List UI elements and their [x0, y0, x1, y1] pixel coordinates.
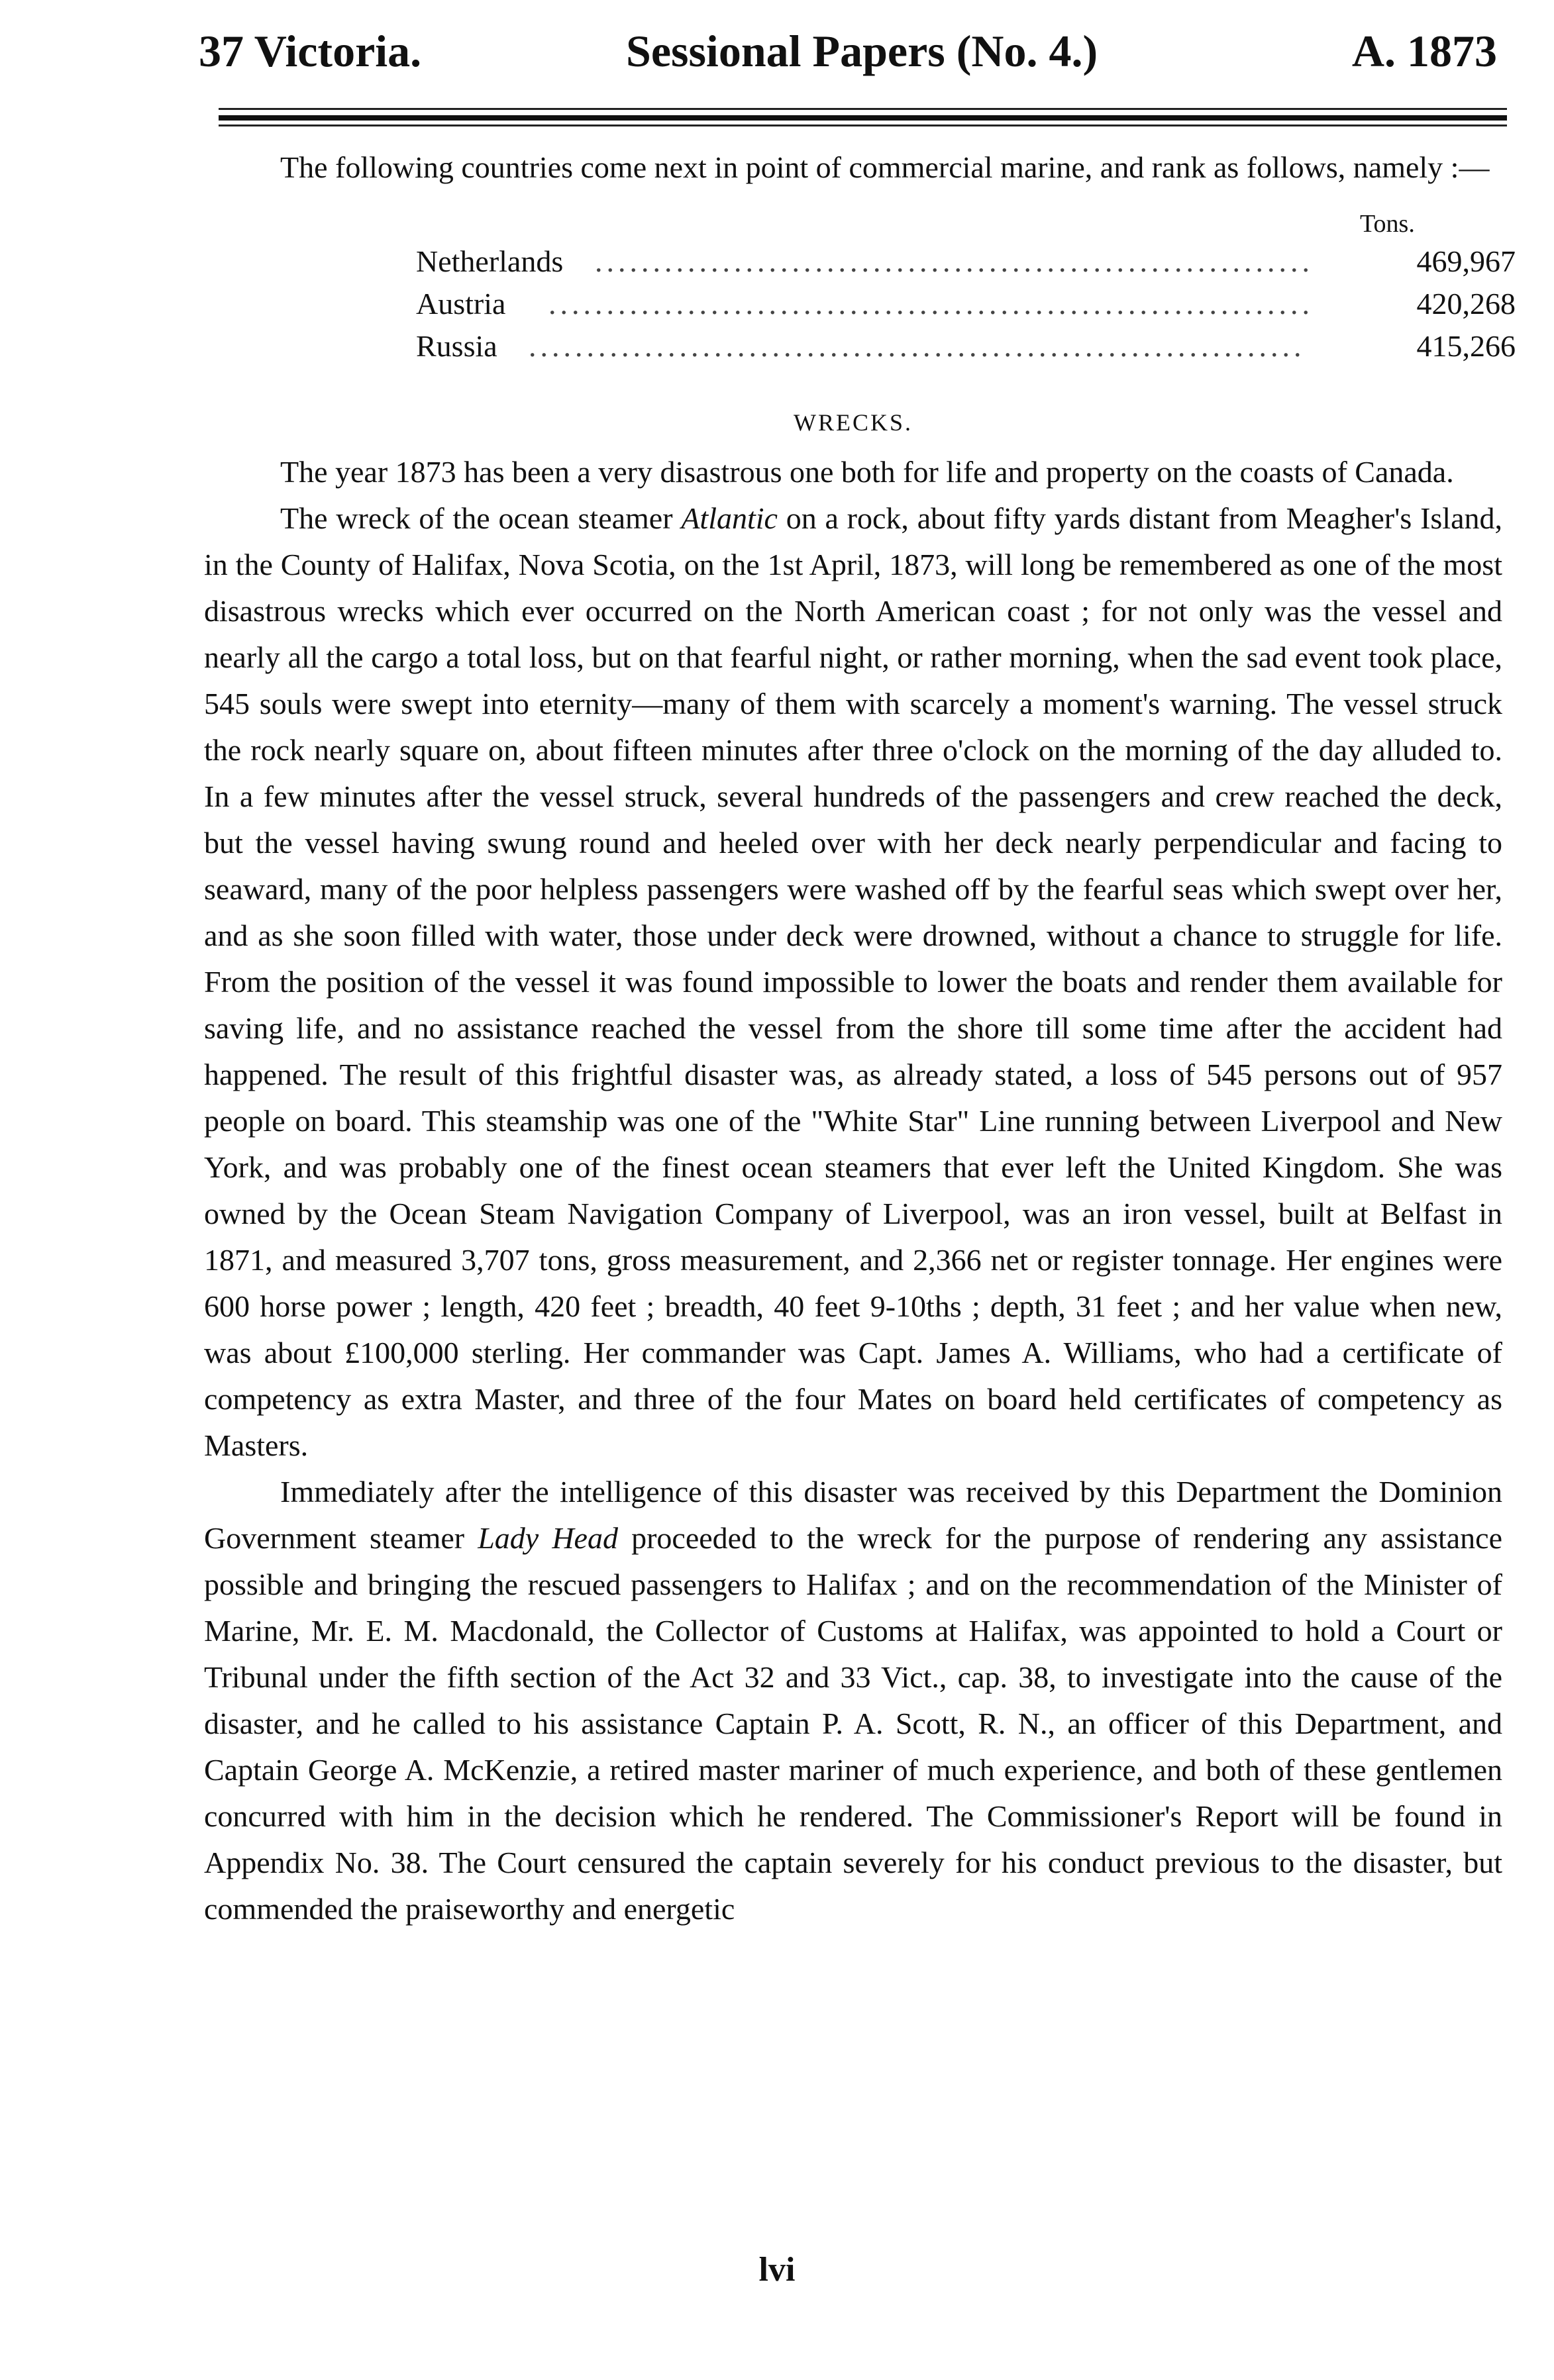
header-year: A. 1873 [1351, 26, 1497, 76]
header-rule-middle [219, 115, 1507, 121]
paragraph-3-body: proceeded to the wreck for the purpose of rendering any assistance possible and bringing the rescued passengers to Halifax ; and on the recommendation of the Minister of Marine, Mr. E. M. Macdonald, the Collector of Customs at Halifax, was appointed to hold a Court or Tribunal under the fifth section of the Act 32 and 33 Vict., cap. 38, to investigate into the cause of the disaster, and he called to his assistance Captain P. A. Scott, R. N., an officer of this Department, and Captain George A. McKenzie, a retired master mariner of much experience, and both of these gentlemen concurred with him in the decision which he rendered. The Commissioner's Report will be found in Appendix No. 38. The Court censured the captain severely for his conduct previous to the disaster, but commended the praiseworthy and energetic [204, 1521, 1502, 1926]
page-body [204, 144, 1516, 1932]
running-header [199, 25, 1497, 98]
paragraph-3 [204, 1469, 1502, 1932]
ship-name-atlantic: Atlantic [681, 501, 778, 535]
header-rule-top [219, 108, 1507, 110]
paragraph-1: The year 1873 has been a very disastrous one both for life and property on the coasts of Canada. [280, 455, 1454, 489]
header-session: 37 Victoria. [199, 26, 422, 76]
page-folio: lvi [758, 2251, 796, 2289]
section-heading: WRECKS. [793, 409, 913, 436]
country-name: Austria [416, 281, 509, 327]
leader-dots: .................................................................. [548, 287, 1314, 321]
leader-dots: ................................................................... [529, 329, 1306, 363]
country-name: Netherlands [416, 238, 567, 285]
tonnage-row [416, 281, 1516, 327]
tonnage-row [416, 238, 1516, 285]
paragraph-2-start: The wreck of the ocean steamer [280, 501, 682, 535]
country-name: Russia [416, 323, 501, 370]
tonnage-table [204, 204, 1516, 403]
header-rule-bottom [219, 124, 1507, 126]
tonnage-value: 420,268 [1416, 287, 1516, 321]
tonnage-row [416, 323, 1516, 370]
ship-name-lady-head: Lady Head [478, 1521, 618, 1555]
paragraph-3-start: Immediately after the intelligence of this disaster was received by this Department the Dominion Government steamer [204, 1475, 1502, 1555]
tonnage-value: 415,266 [1416, 329, 1516, 363]
header-title: Sessional Papers (No. 4.) [626, 26, 1098, 76]
intro-paragraph: The following countries come next in point of commercial marine, and rank as follows, namely :— [280, 150, 1490, 184]
leader-dots: .............................................................. [595, 244, 1314, 278]
tons-unit-label: Tons. [1360, 210, 1415, 238]
paragraph-2-body: on a rock, about fifty yards distant from Meagher's Island, in the County of Halifax, Nova Scotia, on the 1st April, 1873, will long be remembered as one of the most disastrous wrecks which ever occurred on the North American coast ; for not only was the vessel and nearly all the cargo a total loss, but on that fearful night, or rather morning, when the sad event took place, 545 souls were swept into eternity—many of them with scarcely a moment's warning. The vessel struck the rock nearly square on, about fifteen minutes after three o'clock on the morning of the day alluded to. In a few minutes after the vessel struck, several hundreds of the passengers and crew reached the deck, but the vessel having swung round and heeled over with her deck nearly perpendicular and facing to seaward, many of the poor helpless passengers were washed off by the fearful seas which swept over her, and as she soon filled with water, those under deck were drowned, without a chance to struggle for life. From the position of the vessel it was found impossible to lower the boats and render them available for saving life, and no assistance reached the vessel from the shore till some time after the accident had happened. The result of this frightful disaster was, as already stated, a loss of 545 persons out of 957 people on board. This steamship was one of the "White Star" Line running between Liverpool and New York, and was probably one of the finest ocean steamers that ever left the United Kingdom. She was owned by the Ocean Steam Navigation Company of Liverpool, was an iron vessel, built at Belfast in 1871, and measured 3,707 tons, gross measurement, and 2,366 net or register tonnage. Her engines were 600 horse power ; length, 420 feet ; breadth, 40 feet 9-10ths ; depth, 31 feet ; and her value when new, was about £100,000 sterling. Her commander was Capt. James A. Williams, who had a certificate of competency as extra Master, and three of the four Mates on board held certificates of competency as Masters. [204, 501, 1502, 1462]
paragraph-2 [204, 495, 1502, 1469]
tonnage-value: 469,967 [1416, 244, 1516, 278]
